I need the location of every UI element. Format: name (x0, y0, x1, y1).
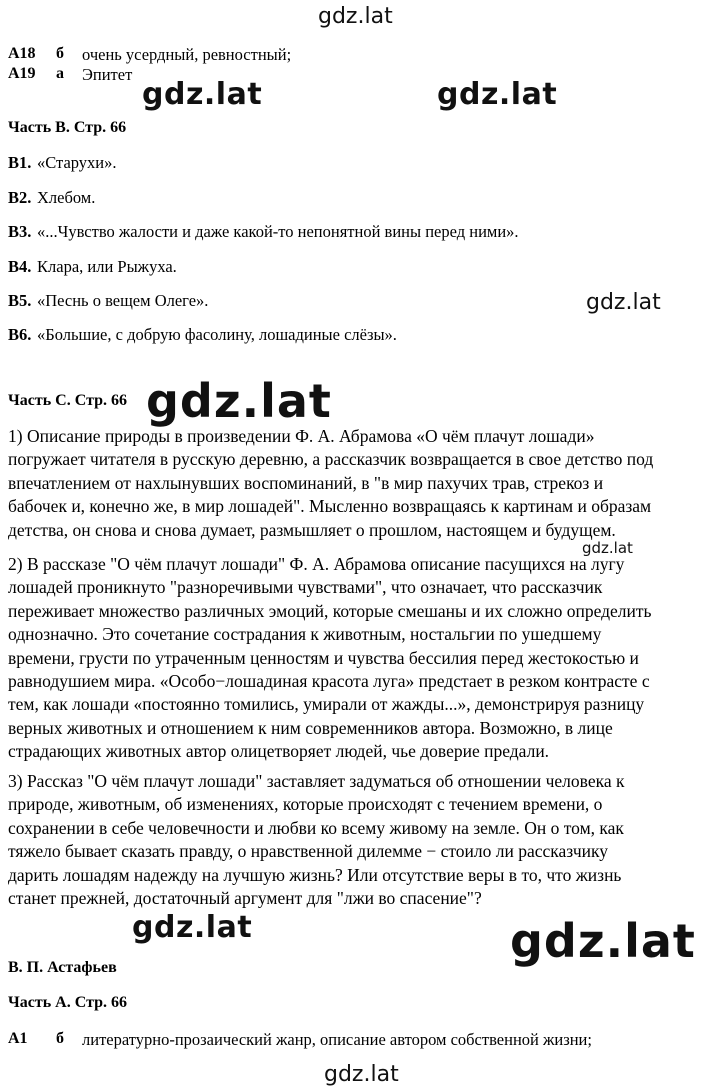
item-label: В6. (8, 325, 32, 344)
paragraph-line: 1) Описание природы в произведении Ф. А. Абрамова «О чём плачут лошади» (8, 426, 595, 446)
answer-letter: а (56, 65, 64, 82)
paragraph-line: 3) Рассказ "О чём плачут лошади" заставляет задуматься об отношении человека к (8, 771, 625, 791)
paragraph-line: верных животных и отношением к ним современников автора. Возможно, в лице (8, 717, 613, 738)
paragraph-line: природе, животным, об изменениях, которые происходят с течением времени, о (8, 794, 603, 815)
watermark-row1-left: gdz.lat (142, 77, 263, 112)
paragraph-line: дарить лошадям надежду на лучшую жизнь? Или отсутствие веры в то, что жизнь (8, 864, 622, 885)
watermark-para2: gdz.lat (582, 539, 633, 557)
paragraph-line: времени, грусти по утраченным ценностям и чувства бессилия перед жестокостью и (8, 647, 639, 668)
item-text: Клара, или Рыжуха. (37, 257, 177, 276)
part-c-heading: Часть С. Стр. 66 (8, 392, 128, 409)
paragraph-line: бабочек и, конечно же, в мир лошадей". Мысленно возвращаясь к картинам и образам (8, 496, 652, 517)
paragraph-line: погружает читателя в русскую деревню, а рассказчик возвращается в свое детство под (8, 449, 654, 470)
item-label: В1. (8, 153, 32, 172)
answer-text: очень усердный, ревностный; (82, 45, 292, 64)
answer-text: Эпитет (82, 65, 133, 84)
answer-label: А18 (8, 45, 36, 62)
paragraph-line: тяжело бывает сказать правду, о нравственной дилемме − стоило ли рассказчику (8, 841, 609, 862)
author-heading: В. П. Астафьев (8, 959, 117, 976)
watermark-top: gdz.lat (318, 4, 393, 29)
paragraph-line: тем, как лошади «постоянно томились, умирали от жажды...», демонстрируя разницу (8, 694, 645, 715)
paragraph-line: станет прежней, достаточный аргумент для "лжи во спасение"? (8, 888, 482, 909)
item-label: В5. (8, 291, 32, 310)
paragraph-line: однозначно. Это сочетание сострадания к животным, ностальгии по ушедшему (8, 624, 602, 645)
part-b-heading: Часть В. Стр. 66 (8, 119, 127, 136)
item-text: «Большие, с добрую фасолину, лошадиные слёзы». (37, 325, 397, 344)
paragraph-line: 2) В рассказе "О чём плачут лошади" Ф. А. Абрамова описание пасущихся на лугу (8, 554, 625, 574)
part-c-paragraph-2 (8, 553, 708, 764)
item-text: «Песнь о вещем Олеге». (37, 291, 209, 310)
watermark-mid-right: gdz.lat (586, 290, 661, 315)
paragraph-line: лошадей проникнуто "разноречивыми чувствами", что означает, что рассказчик (8, 577, 603, 598)
paragraph-line: переживает множество различных эмоций, которые смешаны и их сложно определить (8, 600, 652, 621)
item-label: В2. (8, 188, 32, 207)
answer-text: литературно-прозаический жанр, описание автором собственной жизни; (82, 1030, 592, 1049)
watermark-bottom-left: gdz.lat (132, 910, 253, 945)
item-text: «...Чувство жалости и даже какой-то непонятной вины перед ними». (37, 222, 519, 241)
paragraph-line: страдающих животных автор олицетворяет людей, чье доверие предали. (8, 741, 550, 762)
paragraph-line: впечатлением от нахлынувших воспоминаний, в "в мир пахучих трав, стрекоз и (8, 472, 604, 493)
answer-letter: б (56, 45, 64, 62)
item-text: «Старухи». (37, 153, 117, 172)
answer-label: А19 (8, 65, 36, 82)
watermark-bottom-right: gdz.lat (510, 914, 696, 968)
part-c-paragraph-3 (8, 770, 708, 910)
watermark-footer: gdz.lat (324, 1062, 399, 1087)
item-label: В4. (8, 257, 32, 276)
paragraph-line: сохранении в себе человечности и любви ко всему живому на земле. Он о том, как (8, 817, 624, 838)
answer-letter: б (56, 1030, 64, 1047)
item-text: Хлебом. (37, 188, 96, 207)
answer-label: А1 (8, 1030, 28, 1047)
paragraph-line: детства, он снова и снова думает, размышляет о прошлом, настоящем и будущем. (8, 519, 616, 540)
item-label: В3. (8, 222, 32, 241)
part-c-paragraph-1 (8, 425, 708, 542)
author-part-a-heading: Часть А. Стр. 66 (8, 994, 128, 1011)
watermark-part-c: gdz.lat (146, 374, 332, 428)
paragraph-line: равнодушием мира. «Особо−лошадиная красота луга» предстает в резком контрасте с (8, 671, 650, 692)
watermark-row1-right: gdz.lat (437, 77, 558, 112)
